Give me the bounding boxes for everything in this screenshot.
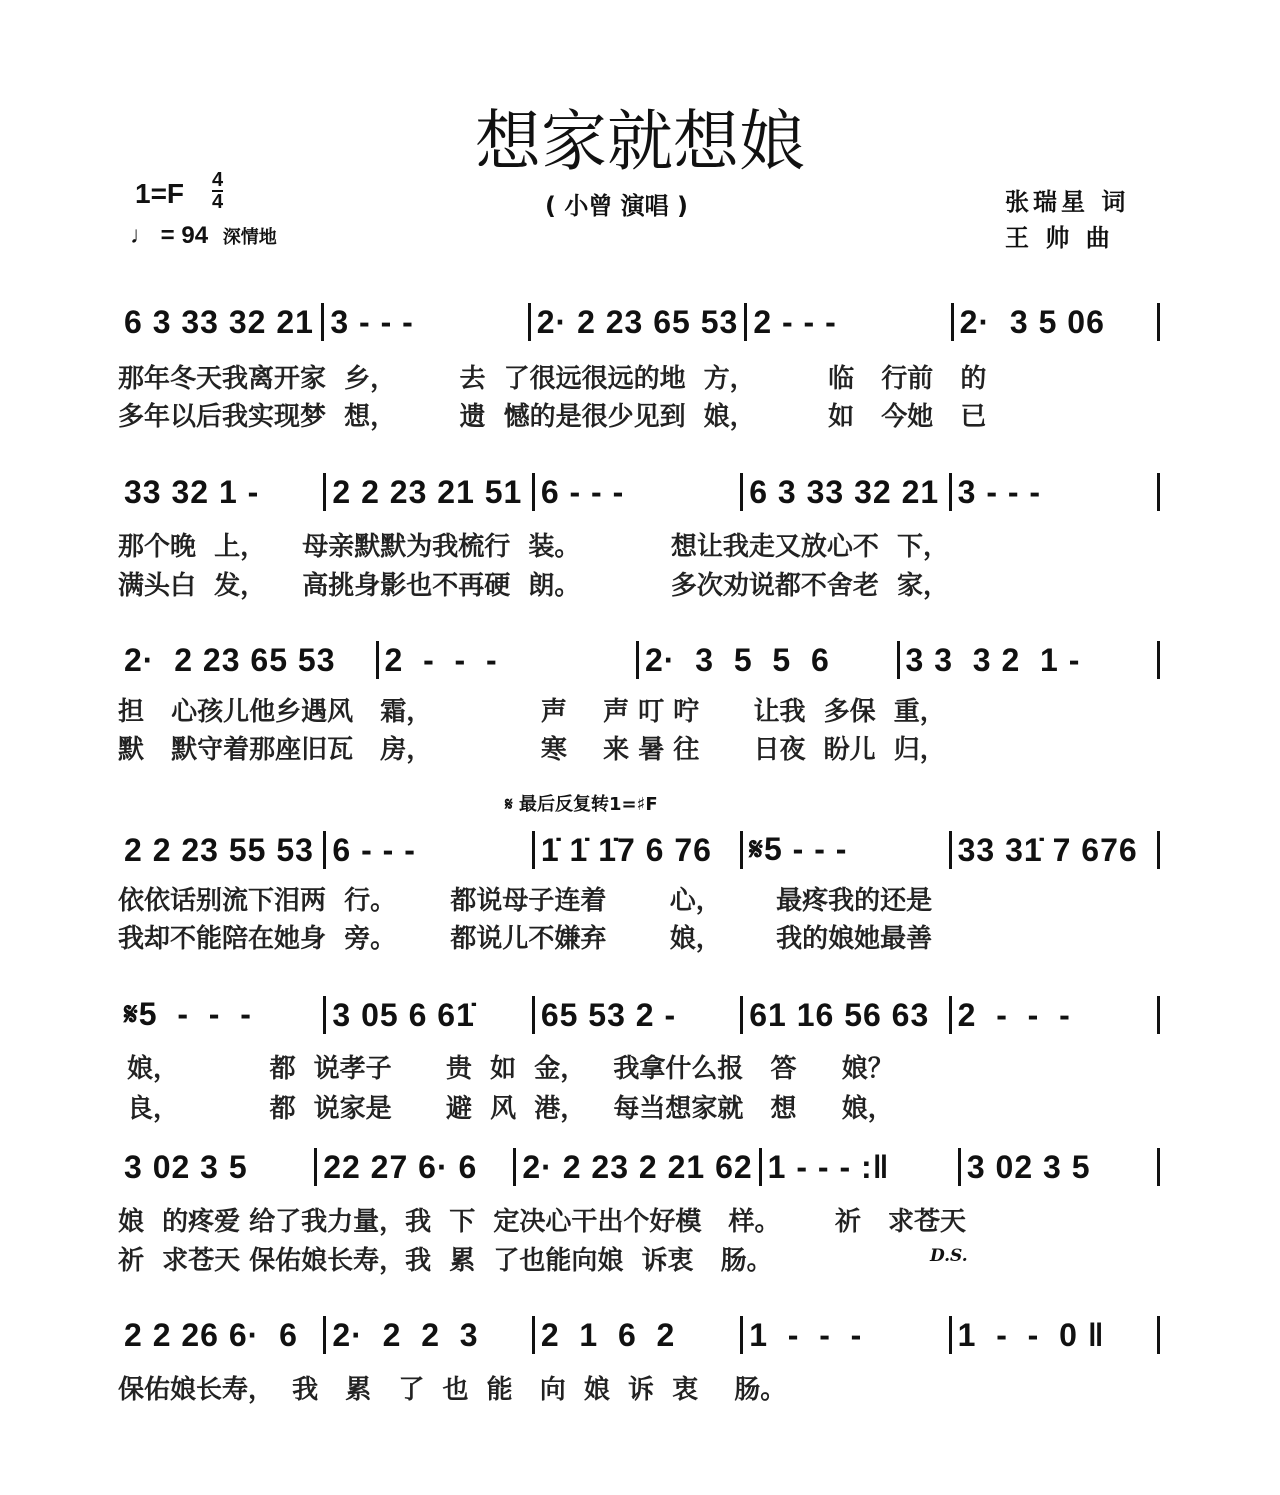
measure: 2 - - - <box>957 996 1071 1033</box>
measure: 2 2 26 6· 6 <box>124 1316 298 1353</box>
measure: 65 53 2 - <box>540 996 677 1033</box>
measure: 1 - - - :‖ <box>767 1148 890 1185</box>
notation-system <box>118 1145 1160 1189</box>
measure: 3 02 3 5 <box>124 1148 248 1185</box>
time-signature-top: 4 <box>212 169 224 191</box>
lyric-line: 我却不能陪在她身 旁。 都说儿不嫌弃 娘， 我的娘她最善 <box>118 924 933 954</box>
lyric-line: 保佑娘长寿， 我 累 了 也 能 向 娘 诉 衷 肠。 <box>118 1375 787 1405</box>
lyric-line: 娘 的疼爱 给了我力量，我 下 定决心干出个好模 样。 祈 求苍天 <box>118 1207 966 1237</box>
measure: 3 - - - <box>957 473 1042 510</box>
lyric-line: 默 默守着那座旧瓦 房， 寒 来 暑 往 日夜 盼儿 归， <box>118 735 946 765</box>
lyric-line: 多年以后我实现梦 想， 遗 憾的是很少见到 娘， 如 今她 已 <box>118 402 987 432</box>
song-title: 想家就想娘 <box>475 103 805 180</box>
measure: 2· 3 5 5 6 <box>645 641 830 678</box>
measure: 6 - - - <box>540 473 625 510</box>
measure: 1 - - 0 ‖ <box>957 1316 1105 1353</box>
measure: 2 - - - <box>753 303 837 340</box>
measure: 3 - - - <box>330 303 414 340</box>
lyricist-credit: 张瑞星 词 <box>1005 188 1130 216</box>
notation-system <box>118 993 1160 1037</box>
lyric-line: 依依话别流下泪两 行。 都说母子连着 心， 最疼我的还是 <box>118 886 933 916</box>
notation-system <box>118 1313 1160 1357</box>
lyric-line: 那年冬天我离开家 乡， 去 了很远很远的地 方， 临 行前 的 <box>118 364 987 394</box>
composer-credit: 王 帅 曲 <box>1005 224 1114 252</box>
barline <box>1157 1148 1160 1186</box>
notation-system <box>118 470 1160 514</box>
time-signature-bottom: 4 <box>212 191 224 213</box>
tempo-value: = 94 <box>160 222 209 249</box>
measure: 6 3 33 32 21 <box>749 473 940 510</box>
measure: 𝄋5 - - - <box>749 831 848 867</box>
measure: 2· 2 23 2 21 62 <box>522 1148 753 1185</box>
measure: 2· 2 23 65 53 <box>536 303 739 340</box>
notation-system <box>118 828 1160 872</box>
quarter-note-icon: ♩ <box>130 222 154 249</box>
measure: 3 3 3 2 1 - <box>905 641 1081 678</box>
barline <box>1157 473 1160 511</box>
measure: 61 16 56 63 <box>749 996 930 1033</box>
measure: 𝄋5 - - - <box>124 996 252 1032</box>
measure: 2 - - - <box>384 641 498 678</box>
measure: 33 32 1 - <box>124 473 260 510</box>
measure: 2· 2 2 3 <box>332 1316 479 1353</box>
measure: 2· 3 5 06 <box>959 303 1105 340</box>
notation-system <box>118 638 1160 682</box>
measure: 6 3 33 32 21 <box>124 303 314 340</box>
measure: 33 31̇ 7 676 <box>957 831 1138 868</box>
measure: 3 02 3 5 <box>966 1148 1091 1185</box>
dal-segno-marker: D.S. <box>930 1246 968 1266</box>
measure: 22 27 6· 6 <box>323 1148 478 1185</box>
tempo-marking <box>130 222 277 250</box>
measure: 2 2 23 55 53 <box>124 831 314 868</box>
barline <box>1157 641 1160 679</box>
measure: 2 1 6 2 <box>540 1316 676 1353</box>
expression-text: 深情地 <box>222 227 277 247</box>
key-signature: 1=F <box>135 178 185 209</box>
measure: 3 05 6 61̇ <box>332 996 475 1033</box>
lyric-line: 担 心孩儿他乡遇风 霜， 声 声 叮 咛 让我 多保 重， <box>118 697 946 727</box>
measure: 1̇ 1̇ 1̇7 6 76 <box>540 831 712 868</box>
lyric-line: 娘， 都 说孝子 贵 如 金， 我拿什么报 答 娘？ <box>118 1054 894 1084</box>
barline <box>1157 831 1160 869</box>
notation-system <box>118 300 1160 344</box>
time-signature <box>212 170 223 212</box>
lyric-line: 良， 都 说家是 避 风 港， 每当想家就 想 娘， <box>118 1094 894 1124</box>
lyric-line: 满头白 发， 高挑身影也不再硬 朗。 多次劝说都不舍老 家， <box>118 571 950 601</box>
barline <box>1157 1316 1160 1354</box>
lyric-line: 祈 求苍天 保佑娘长寿，我 累 了也能向娘 诉衷 肠。 <box>118 1246 773 1276</box>
measure: 2· 2 23 65 53 <box>124 641 336 678</box>
measure: 1 - - - <box>749 1316 863 1353</box>
singer-credit: ( 小曾 演唱 ) <box>545 192 689 220</box>
barline <box>1157 996 1160 1034</box>
barline <box>1157 303 1160 341</box>
segno-key-change-marker: 𝄋 最后反复转1=♯F <box>505 794 658 815</box>
lyric-line: 那个晚 上， 母亲默默为我梳行 装。 想让我走又放心不 下， <box>118 532 950 562</box>
measure: 6 - - - <box>332 831 416 868</box>
measure: 2 2 23 21 51 <box>332 473 523 510</box>
